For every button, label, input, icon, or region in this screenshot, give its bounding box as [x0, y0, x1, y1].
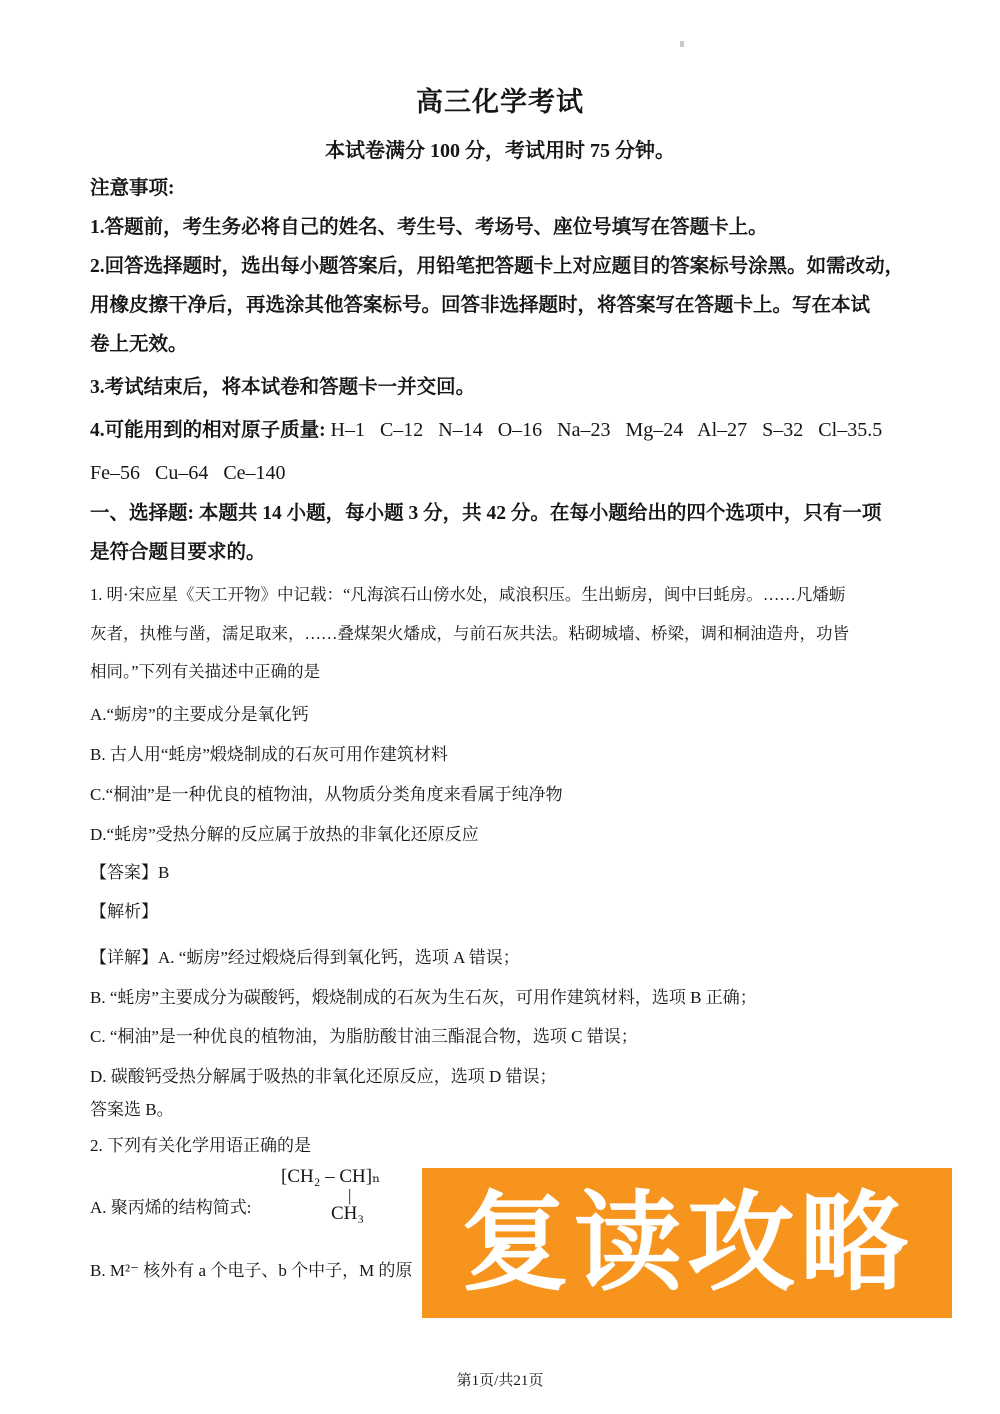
notice-item-4	[90, 414, 912, 442]
page-number: 第1页/共21页	[456, 1373, 544, 1389]
question-1-options	[90, 700, 912, 860]
question-2-option-a-label: A. 聚丙烯的结构简式:	[90, 1198, 252, 1217]
section-header-line1: 一、选择题: 本题共 14 小题，每小题 3 分，共 42 分。在每小题给出的四个选项中，只有一项	[90, 503, 882, 524]
atomic-masses-line1: H–1 C–12 N–14 O–16 Na–23 Mg–24 Al–27 S–32 Cl–35.5	[330, 419, 883, 441]
question-1-option-a: A.“蛎房”的主要成分是氧化钙	[90, 705, 309, 724]
watermark-box	[422, 1168, 952, 1318]
polypropylene-structural-formula	[281, 1166, 380, 1225]
notice-item-1: 1.答题前，考生务必将自己的姓名、考生号、考场号、座位号填写在答题卡上。	[90, 217, 768, 238]
notice-item-3: 3.考试结束后，将本试卷和答题卡一并交回。	[90, 377, 476, 398]
question-1-stem-line2: 灰者，执椎与凿，濡足取来，……叠煤架火燔成，与前石灰共法。粘砌城墙、桥梁，调和桐油造舟，功皆	[90, 623, 849, 643]
question-1-detail-a: 【详解】A. “蛎房”经过煅烧后得到氧化钙，选项 A 错误；	[90, 948, 520, 967]
watermark-text: 复读攻略	[460, 1182, 913, 1303]
formula-chain-line: [CH₂ – CH]ₙ	[281, 1166, 381, 1187]
notice-item-2-line3: 卷上无效。	[90, 334, 188, 355]
question-1-option-b: B. 古人用“蚝房”煅烧制成的石灰可用作建筑材料	[90, 745, 448, 764]
question-2-stem: 2. 下列有关化学用语正确的是	[90, 1136, 311, 1155]
notice-item-4-label: 4.可能用到的相对原子质量:	[90, 420, 331, 441]
question-1-stem-line3: 相同。”下列有关描述中正确的是	[90, 662, 321, 681]
notice-item-2-line1: 2.回答选择题时，选出每小题答案后，用铅笔把答题卡上对应题目的答案标号涂黑。如需改动，	[90, 256, 905, 277]
page-title: 高三化学考试	[416, 87, 584, 117]
stray-mark	[680, 41, 684, 47]
notice-item-2	[90, 247, 912, 364]
question-1-detail-d: D. 碳酸钙受热分解属于吸热的非氧化还原反应，选项 D 错误；	[90, 1066, 557, 1086]
section-header-line2: 是符合题目要求的。	[90, 542, 266, 563]
notice-heading: 注意事项:	[90, 178, 175, 199]
question-1-option-c: C.“桐油”是一种优良的植物油，从物质分类角度来看属于纯净物	[90, 785, 563, 804]
question-2-option-b: B. M²⁻ 核外有 a 个电子、b 个中子，M 的原	[90, 1261, 413, 1280]
formula-methyl-group: CH₃	[331, 1203, 365, 1224]
notice-item-2-line2: 用橡皮擦干净后，再选涂其他答案标号。回答非选择题时，将答案写在答题卡上。写在本试	[90, 295, 871, 316]
question-1-conclusion: 答案选 B。	[90, 1100, 174, 1119]
question-1-detail-b: B. “蚝房”主要成分为碳酸钙，煅烧制成的石灰为生石灰，可用作建筑材料，选项 B 正确；	[90, 987, 757, 1007]
exam-subtitle: 本试卷满分 100 分，考试用时 75 分钟。	[325, 140, 675, 162]
question-1-stem-line1: 1. 明·宋应星《天工开物》中记载：“凡海滨石山傍水处，咸浪积压。生出蛎房，闽中曰蚝房。……凡燔蛎	[90, 585, 846, 604]
question-1-analysis-label: 【解析】	[90, 902, 158, 921]
question-1-option-d: D.“蚝房”受热分解的反应属于放热的非氧化还原反应	[90, 825, 479, 844]
formula-bond-line: |	[348, 1186, 352, 1205]
section-header	[90, 494, 912, 572]
question-1-answer: 【答案】B	[90, 863, 170, 882]
question-1-stem	[90, 576, 912, 692]
question-1-detail	[90, 938, 912, 1096]
atomic-masses-line2: Fe–56 Cu–64 Ce–140	[90, 462, 286, 484]
question-1-detail-c: C. “桐油”是一种优良的植物油，为脂肪酸甘油三酯混合物，选项 C 错误；	[90, 1027, 638, 1046]
